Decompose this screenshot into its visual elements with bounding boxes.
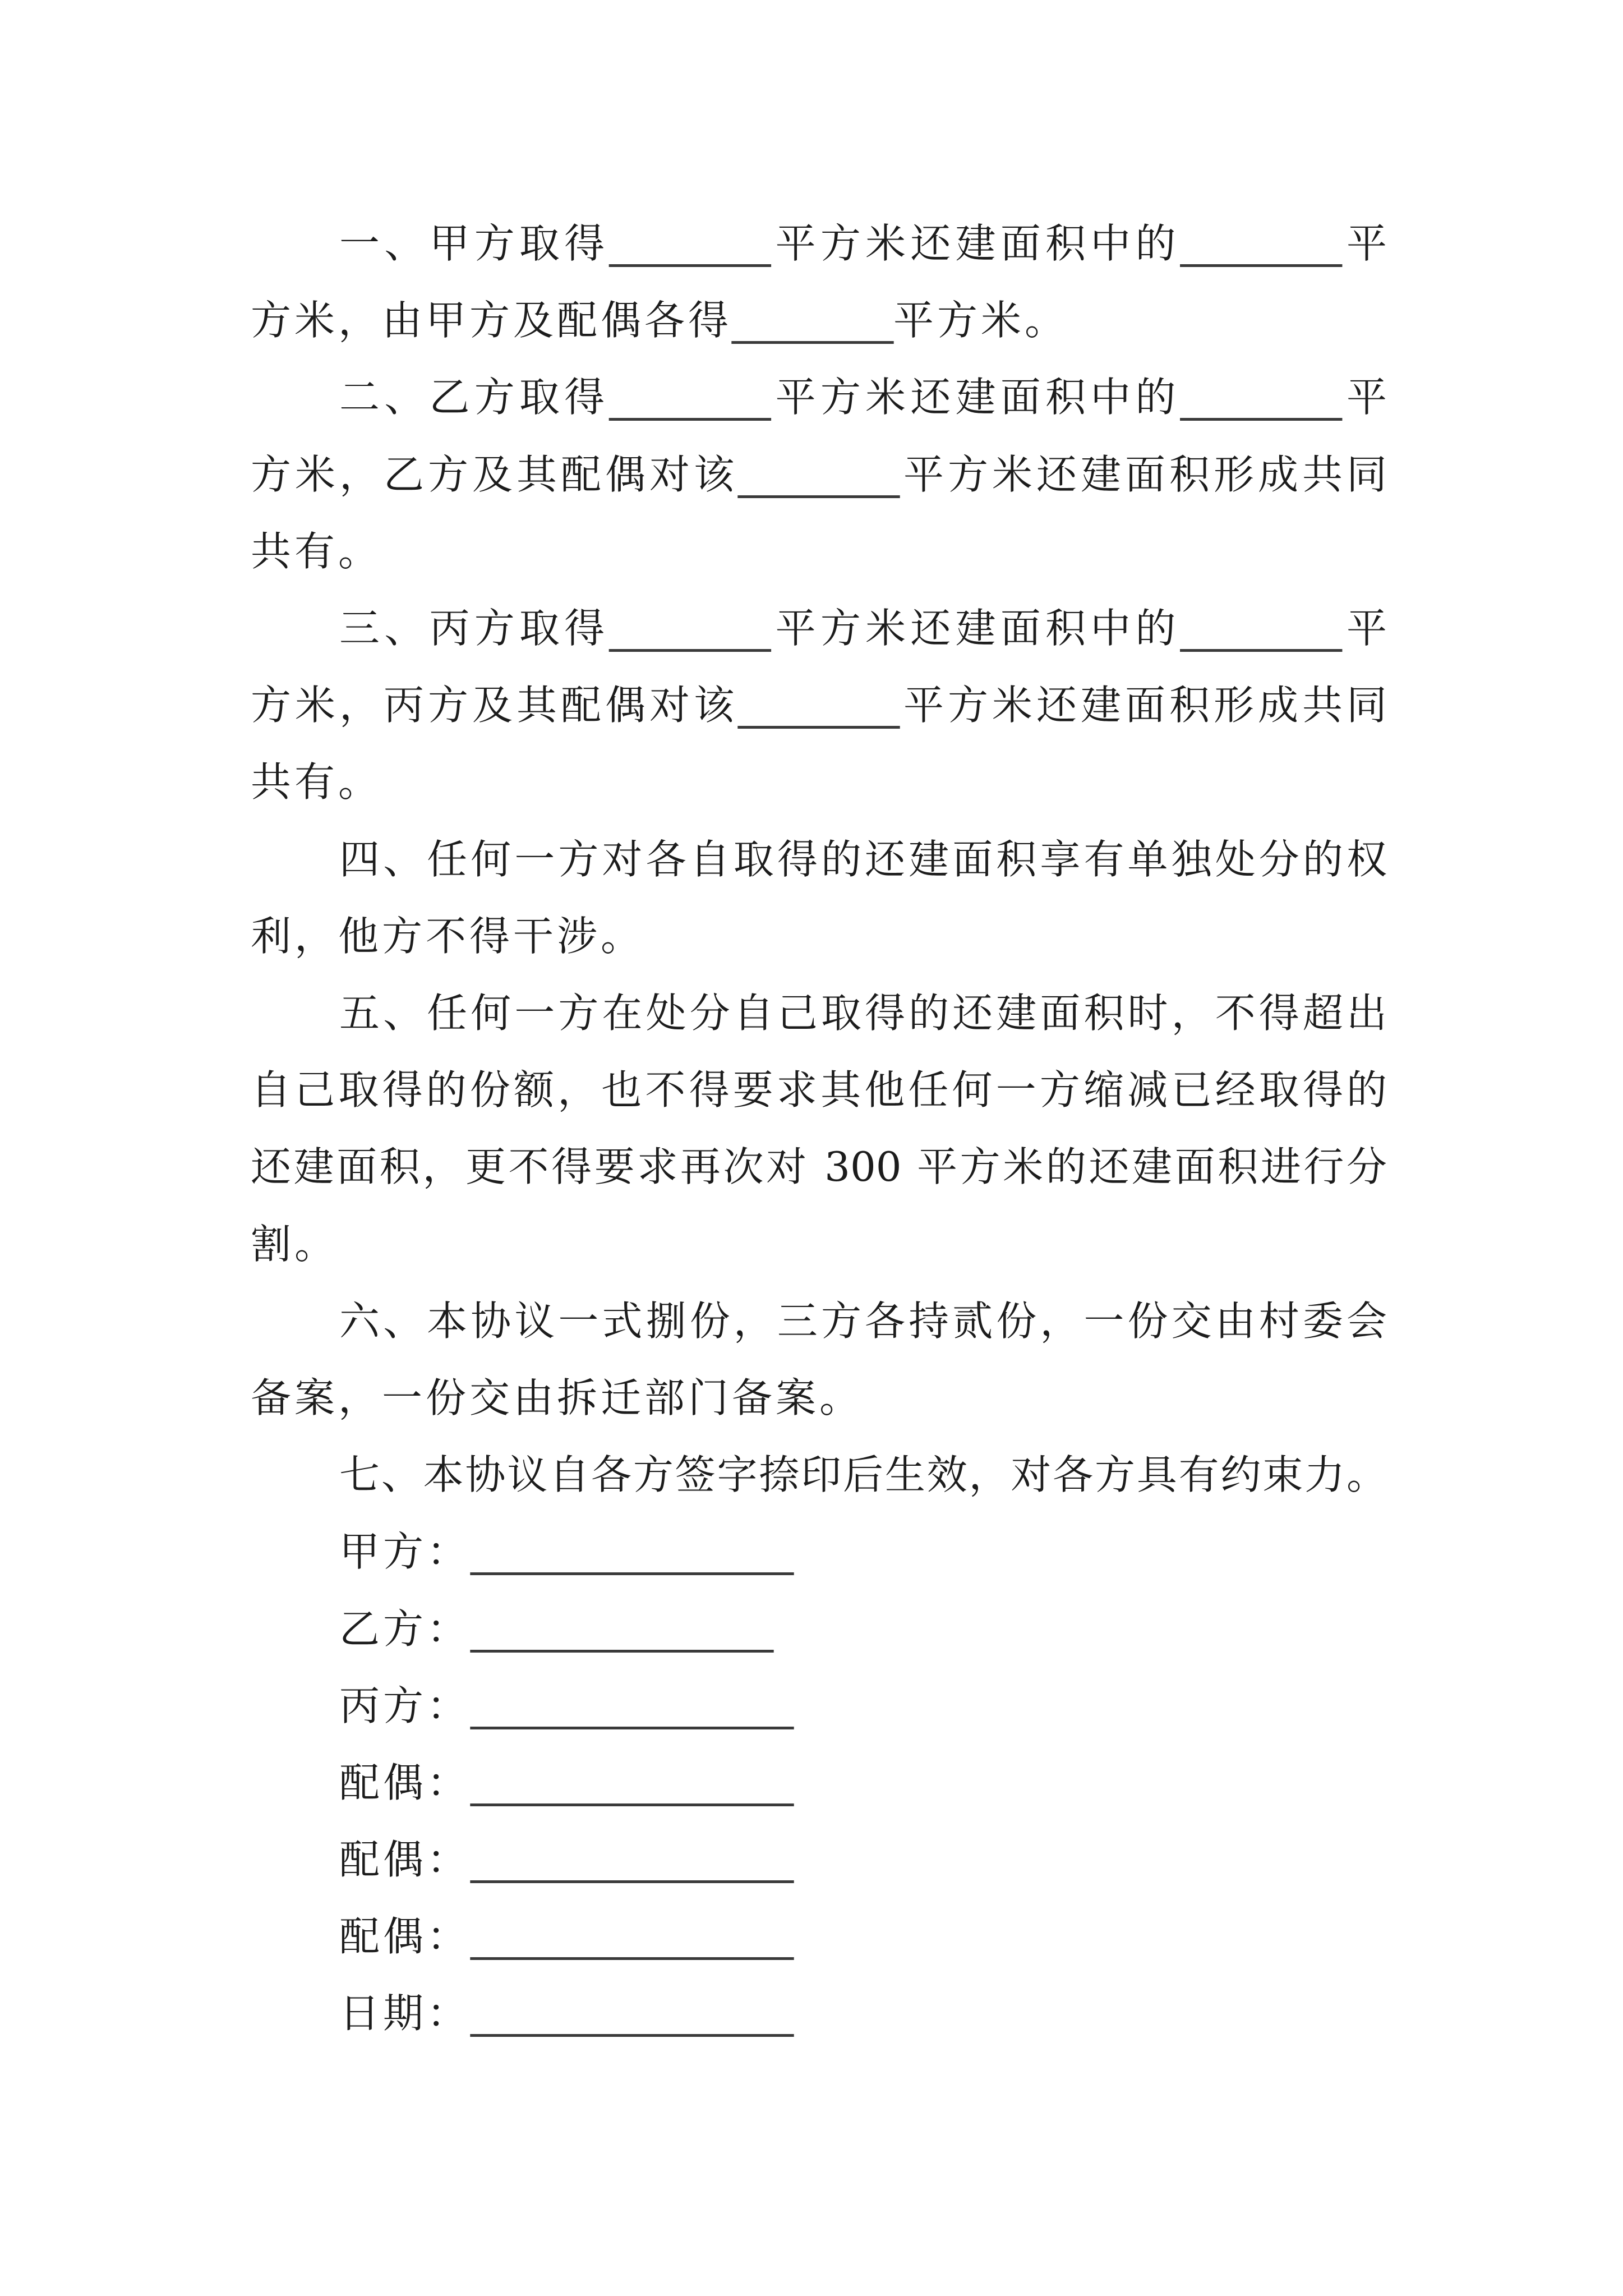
signature-date xyxy=(339,1985,794,2041)
signature-spouse-1 xyxy=(339,1755,794,1811)
clause-2-line-3 xyxy=(251,523,382,579)
clause-1-line-1 xyxy=(339,215,1387,272)
clause-text: 方米，由甲方及配偶各得 xyxy=(251,297,732,344)
signature-line: ________________ xyxy=(471,1528,794,1575)
clause-4-line-1 xyxy=(339,831,1387,887)
clause-text: 六、本协议一式捌份，三方各持贰份，一份交由村委会 xyxy=(339,1297,1387,1345)
clause-text: 利，他方不得干涉。 xyxy=(251,913,645,960)
clause-text: 自己取得的份额，也不得要求其他任何一方缩减已经取得的 xyxy=(251,1066,1387,1114)
signature-label: 配偶： xyxy=(339,1836,471,1883)
clause-2-line-2 xyxy=(251,447,1387,503)
blank-field: ________ xyxy=(609,374,771,421)
clause-2-line-1 xyxy=(339,369,1387,425)
signature-line: ________________ xyxy=(471,1836,794,1883)
signature-line: _______________ xyxy=(471,1605,774,1653)
signature-spouse-3 xyxy=(339,1908,794,1964)
signature-label: 甲方： xyxy=(339,1528,471,1575)
clause-text: 平方米还建面积中的 xyxy=(771,374,1181,421)
signature-label: 日期： xyxy=(339,1990,471,2037)
clause-text: 还建面积，更不得要求再次对 300 平方米的还建面积进行分 xyxy=(251,1143,1387,1190)
clause-3-line-2 xyxy=(251,677,1387,733)
clause-text: 一、甲方取得 xyxy=(339,220,610,267)
blank-field: ________ xyxy=(609,605,771,652)
signature-label: 乙方： xyxy=(339,1605,471,1653)
signature-label: 丙方： xyxy=(339,1682,471,1729)
blank-field: ________ xyxy=(738,451,900,498)
blank-field: ________ xyxy=(1180,220,1342,267)
clause-6-line-1 xyxy=(339,1293,1387,1349)
clause-7-line-1 xyxy=(339,1447,1387,1503)
signature-label: 配偶： xyxy=(339,1913,471,1960)
clause-text: 二、乙方取得 xyxy=(339,374,610,421)
blank-field: ________ xyxy=(1180,605,1342,652)
clause-5-line-2 xyxy=(251,1062,1387,1118)
clause-text: 方米，丙方及其配偶对该 xyxy=(251,682,738,729)
clause-text: 平方米还建面积形成共同 xyxy=(900,451,1387,498)
clause-text: 共有。 xyxy=(251,758,382,806)
clause-text: 五、任何一方在处分自己取得的还建面积时，不得超出 xyxy=(339,990,1387,1037)
clause-3-line-1 xyxy=(339,600,1387,656)
clause-5-line-1 xyxy=(339,985,1387,1041)
clause-text: 平 xyxy=(1341,374,1387,421)
clause-text: 平方米还建面积中的 xyxy=(771,605,1181,652)
clause-text: 共有。 xyxy=(251,528,382,575)
clause-text: 平方米还建面积形成共同 xyxy=(900,682,1387,729)
clause-text: 七、本协议自各方签字捺印后生效，对各方具有约束力。 xyxy=(339,1451,1387,1498)
blank-field: ________ xyxy=(609,220,771,267)
clause-5-line-3 xyxy=(251,1139,1387,1195)
clause-text: 平方米。 xyxy=(893,297,1069,344)
clause-text: 平 xyxy=(1341,220,1387,267)
clause-1-line-2 xyxy=(251,292,1068,348)
signature-line: ________________ xyxy=(471,1682,794,1729)
signature-line: ________________ xyxy=(471,1913,794,1960)
signature-party-b xyxy=(339,1601,773,1657)
blank-field: ________ xyxy=(1180,374,1342,421)
clause-text: 平方米还建面积中的 xyxy=(771,220,1181,267)
clause-text: 备案，一份交由拆迁部门备案。 xyxy=(251,1374,864,1421)
clause-6-line-2 xyxy=(251,1370,863,1426)
signature-party-c xyxy=(339,1678,794,1734)
signature-label: 配偶： xyxy=(339,1759,471,1806)
clause-text: 平 xyxy=(1341,605,1387,652)
signature-spouse-2 xyxy=(339,1832,794,1888)
signature-party-a xyxy=(339,1524,794,1580)
clause-text: 割。 xyxy=(251,1221,339,1268)
clause-5-line-4 xyxy=(251,1216,338,1272)
blank-field: ________ xyxy=(732,297,894,344)
clause-4-line-2 xyxy=(251,908,644,964)
signature-line: ________________ xyxy=(471,1990,794,2037)
clause-text: 三、丙方取得 xyxy=(339,605,610,652)
clause-text: 方米，乙方及其配偶对该 xyxy=(251,451,738,498)
clause-3-line-3 xyxy=(251,754,382,810)
signature-line: ________________ xyxy=(471,1759,794,1806)
clause-text: 四、任何一方对各自取得的还建面积享有单独处分的权 xyxy=(339,836,1387,883)
blank-field: ________ xyxy=(738,682,900,729)
